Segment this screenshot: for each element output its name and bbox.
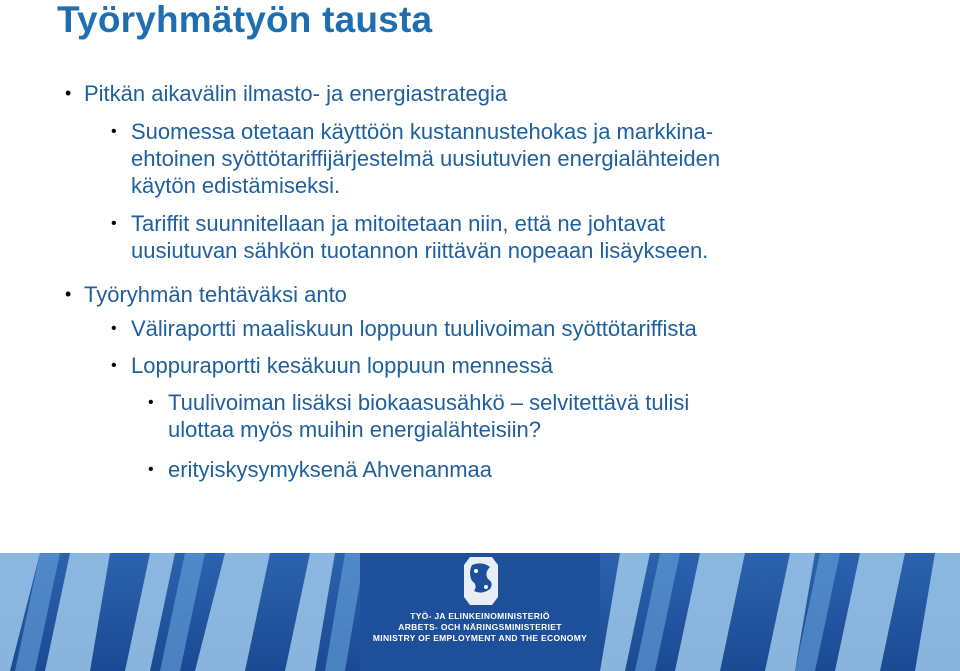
bullet-text-line: uusiutuvan sähkön tuotannon riittävän nopeaan lisäykseen. xyxy=(131,238,709,263)
ministry-name-en: MINISTRY OF EMPLOYMENT AND THE ECONOMY xyxy=(372,633,588,643)
bullet-dot-icon: • xyxy=(148,394,154,411)
bullet-text: Pitkän aikavälin ilmasto- ja energiastrategia xyxy=(84,81,508,106)
bullet-dot-icon: • xyxy=(65,284,72,304)
bullet-text-line: Tariffit suunnitellaan ja mitoitetaan niin, että ne johtavat xyxy=(131,211,666,236)
lion-emblem-icon xyxy=(464,557,498,605)
bullet-dot-icon: • xyxy=(111,320,117,337)
ministry-name-fi: TYÖ- JA ELINKEINOMINISTERIÖ xyxy=(410,611,550,621)
bullet-text-line: Tuulivoiman lisäksi biokaasusähkö – selvitettävä tulisi xyxy=(168,390,690,415)
bullet-dot-icon: • xyxy=(65,83,72,103)
bullet-level1 xyxy=(65,281,934,308)
ministry-name-sv: ARBETS- OCH NÄRINGSMINISTERIET xyxy=(398,622,562,632)
bullet-dot-icon: • xyxy=(111,215,117,232)
bullet-text-line: käytön edistämiseksi. xyxy=(131,173,341,198)
bullet-level2 xyxy=(111,210,891,264)
bullet-level3 xyxy=(148,456,888,483)
bullet-level3 xyxy=(148,389,888,443)
bullet-text: Työryhmän tehtäväksi anto xyxy=(84,282,347,307)
bullet-level2 xyxy=(111,118,891,199)
footer-banner xyxy=(0,553,960,671)
bullet-text-line: ulottaa myös muihin energialähteisiin? xyxy=(168,417,541,442)
page-title: Työryhmätyön tausta xyxy=(57,0,433,40)
bullet-text-line: ehtoinen syöttötariffijärjestelmä uusiutuvien energialähteiden xyxy=(131,146,721,171)
bullet-dot-icon: • xyxy=(111,123,117,140)
bullet-text-line: Suomessa otetaan käyttöön kustannustehokas ja markkina- xyxy=(131,119,714,144)
bullet-dot-icon: • xyxy=(148,461,154,478)
bullet-text: erityiskysymyksenä Ahvenanmaa xyxy=(168,457,493,482)
bullet-level2 xyxy=(111,315,891,342)
bullet-level2 xyxy=(111,352,891,379)
bullet-dot-icon: • xyxy=(111,357,117,374)
bullet-text: Loppuraportti kesäkuun loppuun mennessä xyxy=(131,353,553,378)
bullet-level1 xyxy=(65,80,934,107)
bullet-text: Väliraportti maaliskuun loppuun tuulivoiman syöttötariffista xyxy=(131,316,697,341)
